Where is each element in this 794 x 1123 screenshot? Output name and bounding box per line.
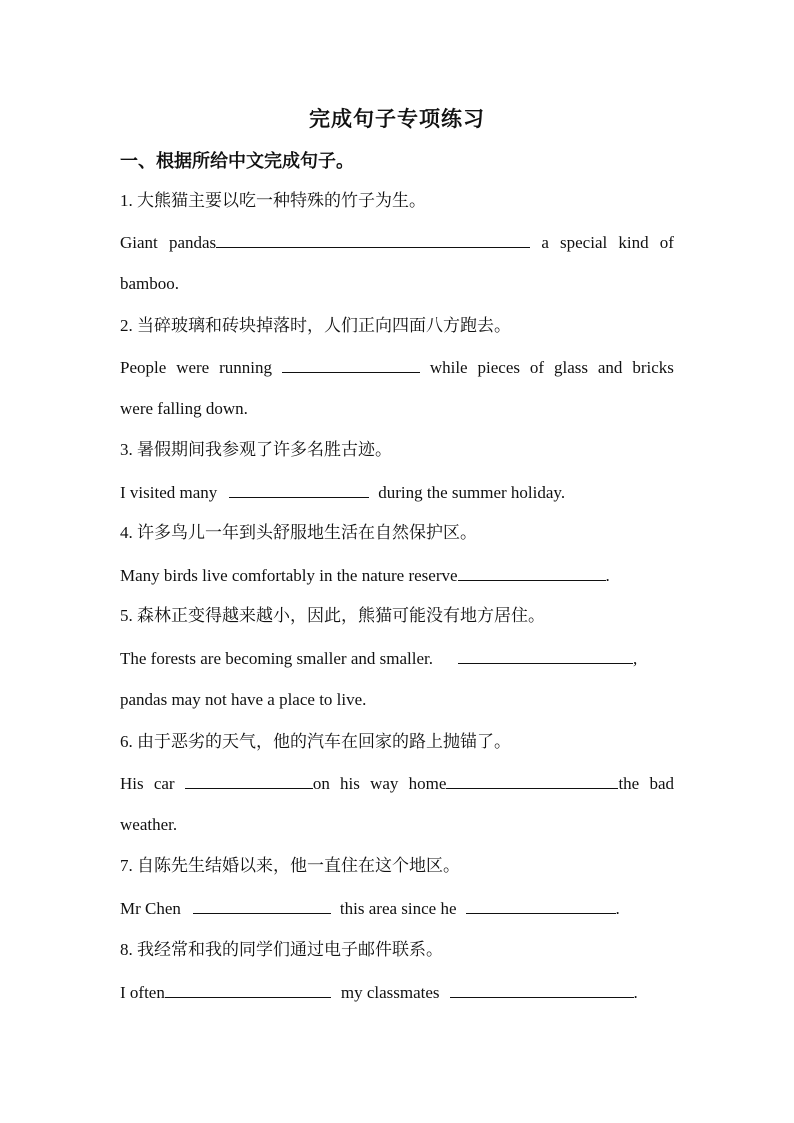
item-4-chinese: 4. 许多鸟儿一年到头舒服地生活在自然保护区。 [120,523,477,542]
item-2-english [120,356,674,379]
blank-with-word [185,772,330,795]
item-7-english [120,897,674,920]
item-2-english-continued: were falling down. [120,399,248,418]
word: a [541,233,549,252]
text-segment: during the summer holiday. [378,483,566,502]
item-5-chinese: 5. 森林正变得越来越小，因此，熊猫可能没有地方居住。 [120,606,545,625]
word: special [560,233,608,252]
answer-blank[interactable] [216,231,530,248]
word: bricks [632,358,674,377]
text-segment: . [633,983,638,1002]
item-8-english [120,981,674,1004]
word: were [176,358,210,377]
item-7-chinese: 7. 自陈先生结婚以来，他一直住在这个地区。 [120,856,460,875]
word: and [597,358,623,377]
section-heading: 一、根据所给中文完成句子。 [120,151,354,171]
item-1-chinese: 1. 大熊猫主要以吃一种特殊的竹子为生。 [120,191,426,210]
answer-blank[interactable] [466,897,616,914]
item-2-chinese: 2. 当碎玻璃和砖块掉落时，人们正向四面八方跑去。 [120,316,511,335]
answer-blank[interactable] [458,647,633,664]
item-3-english [120,481,674,504]
word: glass [553,358,588,377]
item-1-english [120,231,674,254]
word: People [120,358,167,377]
word: car [153,774,175,793]
word: on [312,774,330,793]
word: home [408,774,447,793]
text-segment: . [615,899,620,918]
word: way [370,774,399,793]
word-blank-word [409,772,640,795]
text-segment: this area since he [339,899,457,918]
item-6-english [120,772,674,795]
item-1-english-continued: bamboo. [120,274,180,293]
word: of [529,358,545,377]
text-segment: I often [120,983,165,1002]
answer-blank[interactable] [193,897,331,914]
word: bad [649,774,674,793]
word: kind [618,233,649,252]
text-segment: I visited many [120,483,218,502]
item-6-chinese: 6. 由于恶劣的天气，他的汽车在回家的路上抛锚了。 [120,732,511,751]
answer-blank[interactable] [185,772,313,789]
word: running [219,358,273,377]
answer-blank[interactable] [450,981,634,998]
word: while [429,358,468,377]
text-segment: The forests are becoming smaller and smaller. [120,649,433,668]
item-5-english [120,647,674,670]
answer-blank[interactable] [446,772,618,789]
word: pandas [168,233,217,252]
answer-blank[interactable] [165,981,331,998]
word: pieces [477,358,520,377]
word: Giant [120,233,158,252]
text-segment: my classmates [340,983,440,1002]
item-3-chinese: 3. 暑假期间我参观了许多名胜古迹。 [120,440,392,459]
text-segment: , [632,649,638,668]
word: of [659,233,674,252]
item-5-english-continued: pandas may not have a place to live. [120,690,367,709]
page-title: 完成句子专项练习 [309,107,485,131]
item-4-english [120,564,674,587]
word-with-blank [169,231,530,254]
answer-blank[interactable] [282,356,420,373]
word: the [618,774,640,793]
text-segment: Mr Chen [120,899,181,918]
answer-blank[interactable] [458,564,606,581]
word: His [120,774,144,793]
word: his [340,774,360,793]
answer-blank[interactable] [229,481,369,498]
item-6-english-continued: weather. [120,815,178,834]
text-segment: Many birds live comfortably in the nature reserve [120,566,458,585]
text-segment: . [605,566,610,585]
item-8-chinese: 8. 我经常和我的同学们通过电子邮件联系。 [120,940,443,959]
